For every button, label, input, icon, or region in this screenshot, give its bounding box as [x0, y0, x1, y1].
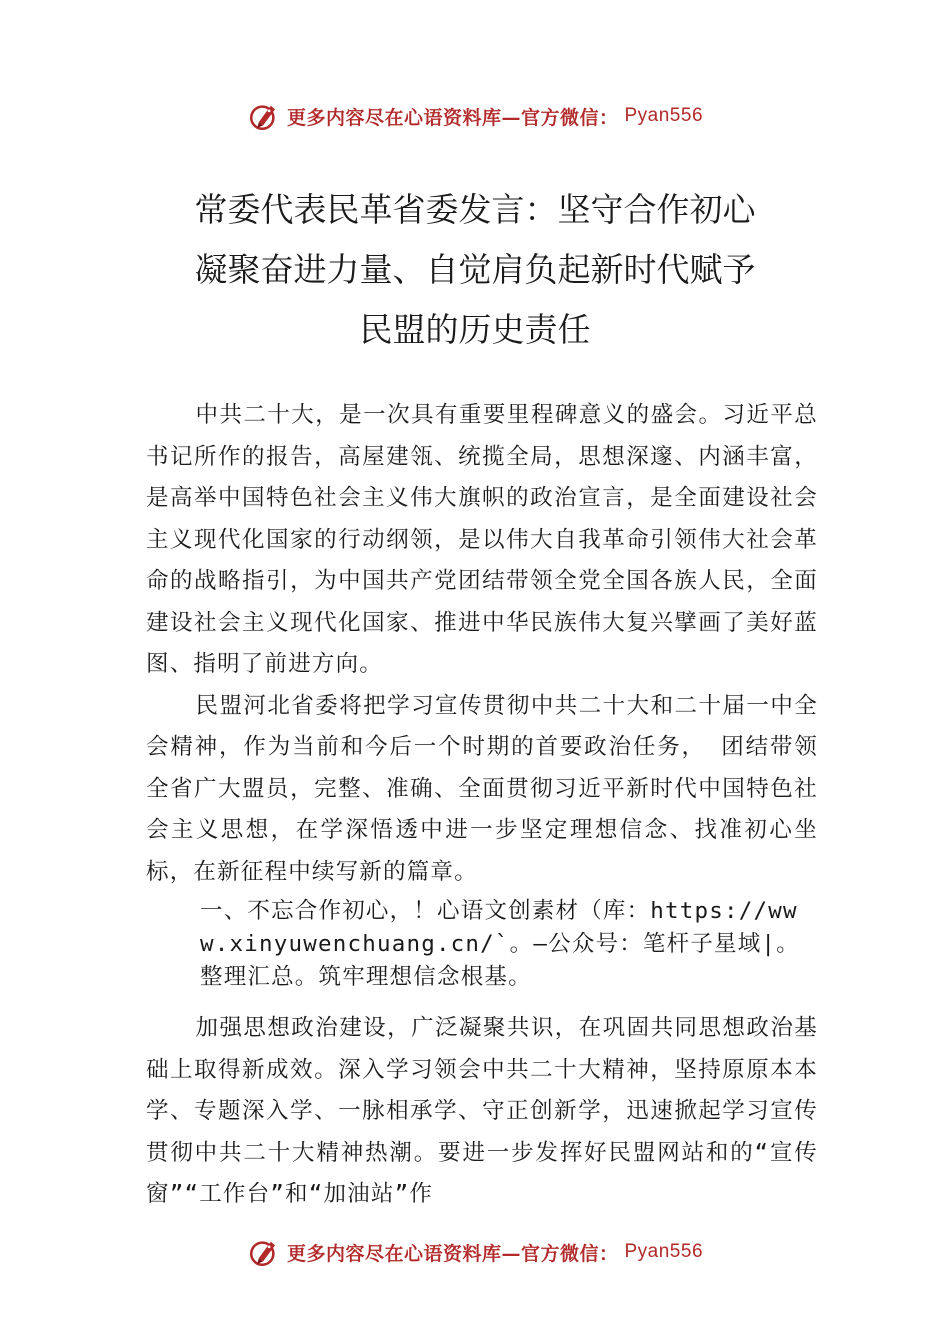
- banner-wechat-id: Pyan556: [624, 105, 704, 126]
- section-heading-1: 一、不忘合作初心，！心语文创素材（库：https://www.xinyuwenchuang.cn/`。—公众号：笔杆子星域|。整理汇总。筑牢理想信念根基。: [200, 898, 800, 990]
- title-line-1: 常委代表民革省委发言：坚守合作初心: [194, 190, 756, 229]
- pen-nib-circle-icon: [247, 99, 281, 133]
- body-paragraph-1: 中共二十大，是一次具有重要里程碑意义的盛会。习近平总书记所作的报告，高屋建瓴、统揽全局，思想深邃、内涵丰富，是高举中国特色社会主义伟大旗帜的政治宣言，是全面建设社会主义现代化国家的行动纲领，是以伟大自我革命引领伟大社会革命的战略指引，为中国共产党团结带领全党全国各族人民，全面建设社会主义现代化国家、推进中华民族伟大复兴擘画了美好蓝图、指明了前进方向。: [146, 402, 818, 677]
- body-paragraph-3: 加强思想政治建设，广泛凝聚共识，在巩固共同思想政治基础上取得新成效。深入学习领会中共二十大精神，坚持原原本本学、专题深入学、一脉相承学、守正创新学，迅速掀起学习宣传贯彻中共二十大精神热潮。要进一步发挥好民盟网站和的“宣传窗”“工作台”和“加油站”作: [146, 1015, 818, 1207]
- pen-nib-circle-icon: [247, 1235, 281, 1269]
- title-line-2: 凝聚奋进力量、自觉肩负起新时代赋予: [194, 250, 756, 289]
- document-body: [146, 395, 818, 1216]
- banner-wechat-id: Pyan556: [624, 1241, 704, 1262]
- banner-text: 更多内容尽在心语资料库—官方微信：: [286, 106, 619, 129]
- document-title: [100, 180, 850, 360]
- footer-watermark-banner: [0, 1232, 950, 1272]
- header-watermark-banner: [0, 96, 950, 136]
- banner-text: 更多内容尽在心语资料库—官方微信：: [286, 1242, 619, 1265]
- title-line-3: 民盟的历史责任: [359, 310, 591, 349]
- body-paragraph-2: 民盟河北省委将把学习宣传贯彻中共二十大和二十届一中全会精神，作为当前和今后一个时期的首要政治任务， 团结带领全省广大盟员，完整、准确、全面贯彻习近平新时代中国特色社会主义思想，在学深悟透中进一步坚定理想信念、找准初心坐标，在新征程中续写新的篇章。: [146, 692, 818, 885]
